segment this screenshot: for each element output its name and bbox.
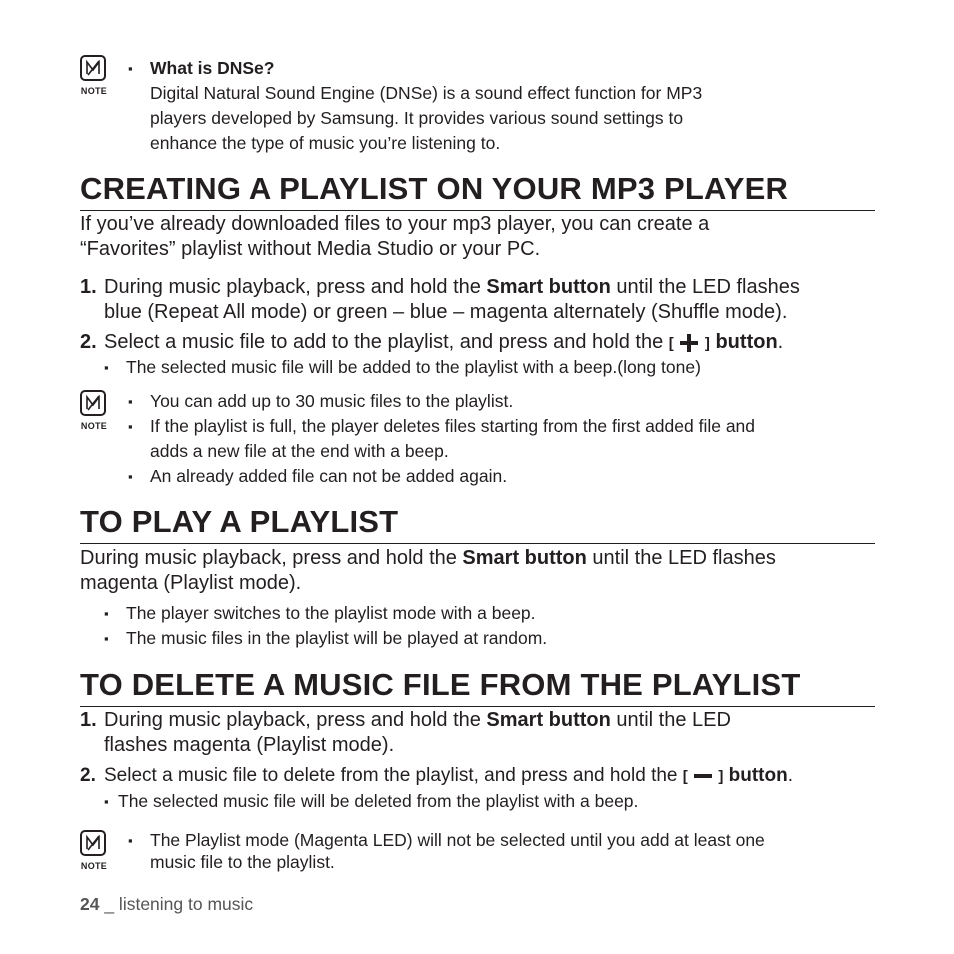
bracket-open: [ xyxy=(668,335,674,352)
play-bullet xyxy=(104,601,886,626)
para-text: until the LED flashes xyxy=(586,547,776,569)
note-bullet: ▪ You can add up to 30 music files to the playlist. xyxy=(128,389,848,414)
plus-icon xyxy=(679,333,699,353)
step-text: Select a music file to delete from the playlist, and press and hold the xyxy=(104,765,683,786)
dnse-line: Digital Natural Sound Engine (DNSe) is a sound effect function for MP3 xyxy=(150,83,703,103)
step-text: blue (Repeat All mode) or green – blue – magenta alternately (Shuffle mode). xyxy=(104,301,788,323)
note-playlist-mode xyxy=(128,828,858,875)
smart-button-label: Smart button xyxy=(486,709,611,731)
bullet-text: The selected music file will be deleted from the playlist with a beep. xyxy=(118,791,639,811)
delete-step-2 xyxy=(80,763,880,789)
step-text: During music playback, press and hold the xyxy=(104,276,487,298)
bullet-text: The music files in the playlist will be played at random. xyxy=(126,628,548,648)
bullet-text: The player switches to the playlist mode with a beep. xyxy=(126,603,536,623)
note-icon xyxy=(80,55,108,99)
intro-line: “Favorites” playlist without Media Studio or your PC. xyxy=(80,238,541,260)
para-text: During music playback, press and hold the xyxy=(80,547,463,569)
bullet-icon: ▪ xyxy=(104,794,109,809)
create-playlist-intro xyxy=(80,212,880,262)
step-text: During music playback, press and hold the xyxy=(104,709,487,731)
create-step-2-bullet xyxy=(104,355,886,380)
bracket-close: ] xyxy=(704,335,710,352)
bullet-icon: ▪ xyxy=(104,606,109,621)
delete-step-2-bullet xyxy=(104,789,878,814)
button-label: button xyxy=(715,331,778,353)
step-text: . xyxy=(777,331,784,353)
bracket-open: [ xyxy=(682,768,688,785)
step-number: 1. xyxy=(80,276,97,298)
create-step-2 xyxy=(80,330,880,356)
section-heading-play-playlist: TO PLAY A PLAYLIST xyxy=(80,503,875,544)
button-label: button xyxy=(728,765,788,786)
step-number: 2. xyxy=(80,331,97,353)
note-bullet: ▪ If the playlist is full, the player deletes files starting from the first added file and xyxy=(128,414,848,439)
smart-button-label: Smart button xyxy=(462,547,587,569)
note-label: NOTE xyxy=(80,86,108,96)
note-playlist-limits xyxy=(128,389,848,489)
step-number: 2. xyxy=(80,765,96,786)
step-number: 1. xyxy=(80,709,97,731)
dnse-line: players developed by Samsung. It provides various sound settings to xyxy=(150,108,684,128)
note-bullet-cont: adds a new file at the end with a beep. xyxy=(150,441,449,461)
bullet-text: The selected music file will be added to the playlist with a beep.(long tone) xyxy=(126,357,701,377)
step-text: until the LED xyxy=(610,709,731,731)
section-heading-delete-file: TO DELETE A MUSIC FILE FROM THE PLAYLIST xyxy=(80,666,875,707)
note-bullet-cont: music file to the playlist. xyxy=(150,852,335,872)
step-text: . xyxy=(787,765,793,786)
note-label: NOTE xyxy=(80,861,108,871)
play-bullet xyxy=(104,626,886,651)
minus-icon xyxy=(693,766,713,786)
bullet-icon: ▪ xyxy=(104,631,109,646)
para-text: magenta (Playlist mode). xyxy=(80,572,302,594)
delete-step-1 xyxy=(80,708,880,758)
note-bullet: ▪ The Playlist mode (Magenta LED) will not be selected until you add at least one xyxy=(128,828,858,853)
bracket-close: ] xyxy=(718,768,724,785)
create-step-1 xyxy=(80,275,880,325)
page-number: 24 xyxy=(80,894,100,914)
bullet-icon: ▪ xyxy=(104,360,109,375)
note-label: NOTE xyxy=(80,421,108,431)
note-dnse xyxy=(128,56,828,156)
dnse-title: What is DNSe? xyxy=(150,58,275,78)
note-bullet: ▪ An already added file can not be added again. xyxy=(128,464,848,489)
play-playlist-para xyxy=(80,546,880,596)
step-text: Select a music file to add to the playlist, and press and hold the xyxy=(104,331,669,353)
page-footer xyxy=(80,894,253,915)
footer-section-title: _ listening to music xyxy=(99,894,254,914)
step-text: flashes magenta (Playlist mode). xyxy=(104,734,395,756)
note-icon xyxy=(80,830,108,874)
dnse-line: enhance the type of music you’re listening to. xyxy=(150,133,501,153)
section-heading-create-playlist: CREATING A PLAYLIST ON YOUR MP3 PLAYER xyxy=(80,170,875,211)
step-text: until the LED flashes xyxy=(610,276,800,298)
smart-button-label: Smart button xyxy=(486,276,611,298)
note-icon xyxy=(80,390,108,434)
intro-line: If you’ve already downloaded files to your mp3 player, you can create a xyxy=(80,213,710,235)
